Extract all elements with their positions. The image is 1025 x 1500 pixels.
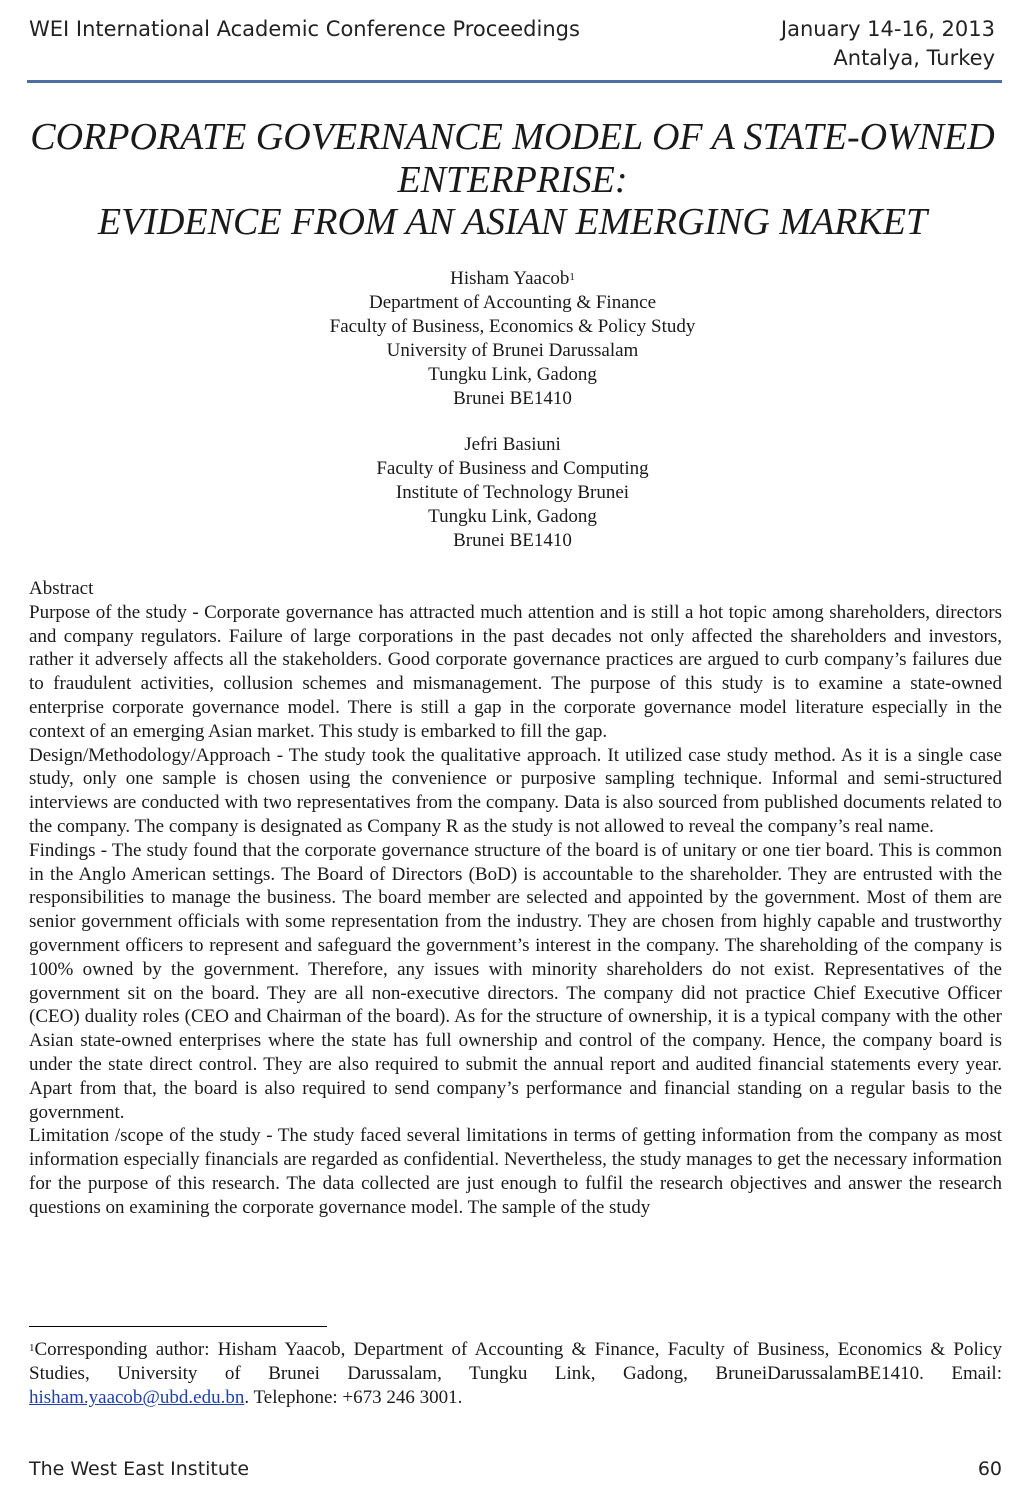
footnote: $^1$Corresponding author: Hisham Yaacob, Department of Accounting & Finance, Faculty of Business, Economics & Policy Studies, University of Brunei Darussalam, Tungku Link, Gadong, BruneiDarussalamBE1410. Email: hisham.yaacob@ubd.edu.bn. Telephone: +673 246 3001.	[29, 1339, 1002, 1408]
author-affiliation-line: Faculty of Business, Economics & Policy Study	[329, 316, 696, 337]
author-affiliation-line: Department of Accounting & Finance	[368, 292, 657, 313]
footnote-rule	[29, 1326, 327, 1327]
email-link[interactable]: hisham.yaacob@ubd.edu.bn	[29, 1387, 245, 1408]
abstract-limitation: Limitation /scope of the study - The study faced several limitations in terms of getting information from the company as most information especially financials are regarded as confidential. Nevertheless, the study manages to get the necessary information for the purpose of this research. The data collected are just enough to fulfil the research objectives and answer the research questions on examining the corporate governance model. The sample of the study	[29, 1125, 1002, 1218]
header-rule	[27, 80, 1002, 83]
author-affiliation-line: Brunei BE1410	[453, 530, 572, 551]
abstract-findings: Findings - The study found that the corporate governance structure of the board is of unitary or one tier board. This is common in the Anglo American settings. The Board of Directors (BoD) is accountable to the shareholder. They are entrusted with the responsibilities to manage the business. The board member are selected and appointed by the government. Most of them are senior government officials with some representation from the industry. They are chosen from highly capable and trustworthy government officers to represent and safeguard the government’s interest in the company. The shareholding of the company is 100% owned by the government. Therefore, any issues with minority shareholders do not exist. Representatives of the government sit on the board. They are all non-executive directors. The company did not practice Chief Executive Officer (CEO) duality roles (CEO and Chairman of the board). As for the structure of ownership, it is a typical company with the other Asian state-owned enterprises where the state has full ownership and control of the company. Hence, the company board is under the state direct control. They are also required to submit the annual report and audited financial statements every year. Apart from that, the board is also required to send company’s performance and financial standing on a regular basis to the government.	[29, 839, 1002, 1123]
abstract-heading: Abstract	[29, 578, 94, 599]
running-header-title: WEI International Academic Conference Proceedings	[29, 17, 580, 41]
paper-title-line-3: EVIDENCE FROM AN ASIAN EMERGING MARKET	[97, 201, 928, 243]
abstract	[29, 577, 1002, 1220]
abstract-design: Design/Methodology/Approach - The study took the qualitative approach. It utilized case study method. As it is a single case study, only one sample is chosen using the convenience or purposive sampling technique. Informal and semi-structured interviews are conducted with two representatives from the company. Data is also sourced from published documents related to the company. The company is designated as Company R as the study is not allowed to reveal the company’s real name.	[29, 744, 1002, 837]
running-header-location: Antalya, Turkey	[833, 46, 995, 70]
author-block-2	[0, 433, 1025, 553]
footer-publisher: The West East Institute	[29, 1458, 250, 1480]
paper-title-line-2: ENTERPRISE:	[397, 159, 628, 201]
paper-title-line-1: CORPORATE GOVERNANCE MODEL OF A STATE-OWNED	[30, 116, 995, 158]
author-block-1	[0, 267, 1025, 411]
author-affiliation-line: Tungku Link, Gadong	[428, 364, 597, 385]
footnote-marker: 1	[29, 1342, 35, 1354]
footnote-marker: 1	[569, 271, 575, 283]
abstract-purpose: Purpose of the study - Corporate governance has attracted much attention and is still a hot topic among shareholders, directors and company regulators. Failure of large corporations in the past decades not only affected the shareholders and investors, rather it adversely affects all the stakeholders. Good corporate governance practices are argued to curb company’s failures due to fraudulent activities, collusion schemes and mismanagement. The purpose of this study is to examine a state-owned enterprise corporate governance model. There is still a gap in the corporate governance model literature especially in the context of an emerging Asian market. This study is embarked to fill the gap.	[29, 601, 1002, 742]
author-affiliation-line: Faculty of Business and Computing	[376, 458, 649, 479]
page-number: 60	[977, 1458, 1002, 1480]
author-affiliation-line: Institute of Technology Brunei	[395, 482, 630, 503]
author-affiliation-line: University of Brunei Darussalam	[386, 340, 639, 361]
author-affiliation-line: Tungku Link, Gadong	[428, 506, 597, 527]
author-name: Jefri Basiuni	[464, 434, 561, 455]
author-name: Hisham Yaacob$^1$	[450, 268, 575, 289]
running-header-date: January 14-16, 2013	[780, 17, 995, 41]
author-affiliation-line: Brunei BE1410	[453, 388, 572, 409]
